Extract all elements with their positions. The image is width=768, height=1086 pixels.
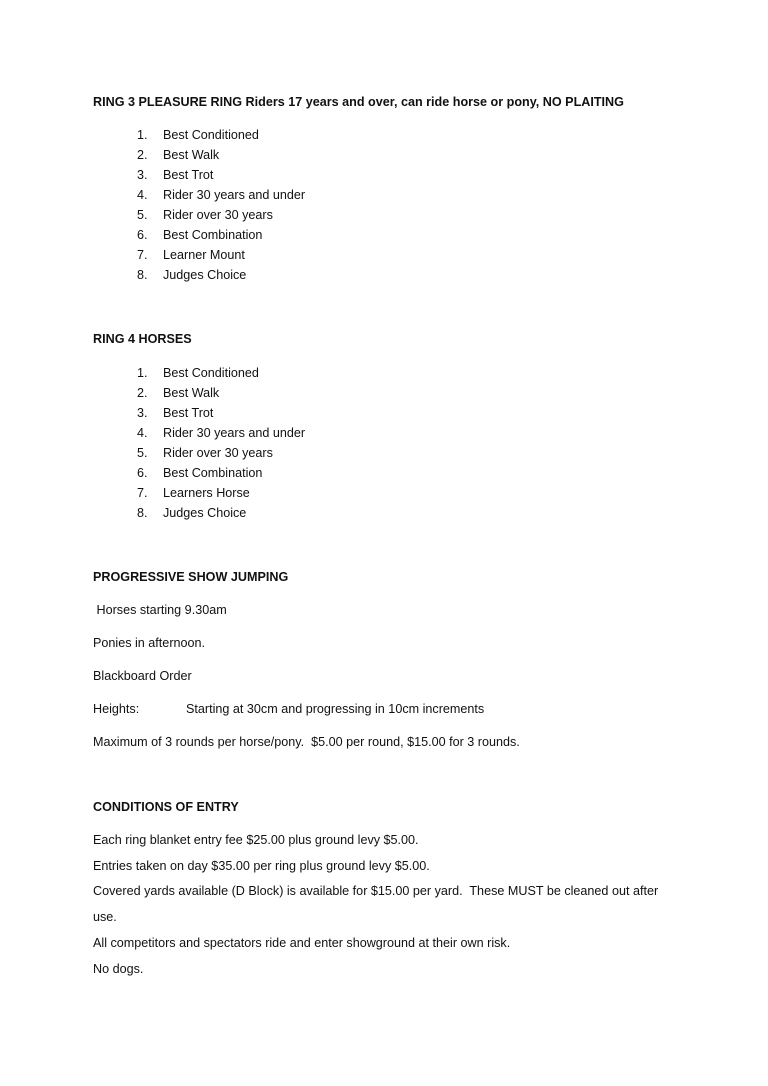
list-item	[137, 145, 437, 165]
item-label: Best Conditioned	[163, 128, 259, 142]
item-number: 8.	[137, 506, 148, 520]
item-number: 8.	[137, 268, 148, 282]
own-risk-text: All competitors and spectators ride and enter showground at their own risk.	[93, 936, 511, 950]
heights-value: Starting at 30cm and progressing in 10cm increments	[186, 702, 485, 716]
list-item	[137, 225, 437, 245]
item-number: 2.	[137, 386, 148, 400]
ring4-heading: RING 4 HORSES	[93, 332, 192, 346]
item-number: 7.	[137, 248, 148, 262]
item-number: 2.	[137, 148, 148, 162]
item-label: Learners Horse	[163, 486, 250, 500]
list-item	[137, 165, 437, 185]
list-item	[137, 463, 437, 483]
item-number: 3.	[137, 406, 148, 420]
list-item	[137, 205, 437, 225]
list-item	[137, 185, 437, 205]
ring3-list	[137, 125, 437, 285]
item-number: 1.	[137, 128, 148, 142]
item-label: Best Walk	[163, 386, 220, 400]
list-item	[137, 483, 437, 503]
item-number: 1.	[137, 366, 148, 380]
item-number: 7.	[137, 486, 148, 500]
item-label: Best Walk	[163, 148, 220, 162]
item-label: Judges Choice	[163, 506, 247, 520]
ring4-list	[137, 363, 437, 523]
item-number: 6.	[137, 228, 148, 242]
ring3-heading: RING 3 PLEASURE RING Riders 17 years and over, can ride horse or pony, NO PLAITING	[93, 95, 624, 109]
item-label: Rider over 30 years	[163, 446, 273, 460]
blackboard-order-text: Blackboard Order	[93, 669, 192, 683]
item-number: 4.	[137, 426, 148, 440]
item-label: Best Combination	[163, 228, 263, 242]
list-item	[137, 423, 437, 443]
no-dogs-text: No dogs.	[93, 962, 144, 976]
item-label: Rider 30 years and under	[163, 188, 306, 202]
list-item	[137, 363, 437, 383]
item-label: Best Trot	[163, 406, 214, 420]
item-number: 4.	[137, 188, 148, 202]
entries-on-day-text: Entries taken on day $35.00 per ring plus ground levy $5.00.	[93, 859, 430, 873]
list-item	[137, 443, 437, 463]
item-label: Best Conditioned	[163, 366, 259, 380]
item-number: 3.	[137, 168, 148, 182]
conditions-heading: CONDITIONS OF ENTRY	[93, 800, 239, 814]
list-item	[137, 383, 437, 403]
covered-yards-text-cont: use.	[93, 910, 117, 924]
list-item	[137, 265, 437, 285]
item-label: Judges Choice	[163, 268, 247, 282]
item-label: Rider over 30 years	[163, 208, 273, 222]
heights-label: Heights:	[93, 702, 140, 716]
list-item	[137, 503, 437, 523]
entry-fee-text: Each ring blanket entry fee $25.00 plus ground levy $5.00.	[93, 833, 419, 847]
list-item	[137, 245, 437, 265]
item-number: 5.	[137, 446, 148, 460]
item-label: Best Combination	[163, 466, 263, 480]
list-item	[137, 125, 437, 145]
item-label: Rider 30 years and under	[163, 426, 306, 440]
covered-yards-text: Covered yards available (D Block) is available for $15.00 per yard. These MUST be cleaned out after	[93, 884, 659, 898]
list-item	[137, 403, 437, 423]
item-number: 6.	[137, 466, 148, 480]
item-label: Learner Mount	[163, 248, 245, 262]
ponies-text: Ponies in afternoon.	[93, 636, 206, 650]
jumping-heading: PROGRESSIVE SHOW JUMPING	[93, 570, 289, 584]
item-label: Best Trot	[163, 168, 214, 182]
horses-start-text: Horses starting 9.30am	[93, 603, 227, 617]
maximum-rounds-text: Maximum of 3 rounds per horse/pony. $5.00 per round, $15.00 for 3 rounds.	[93, 735, 520, 749]
item-number: 5.	[137, 208, 148, 222]
